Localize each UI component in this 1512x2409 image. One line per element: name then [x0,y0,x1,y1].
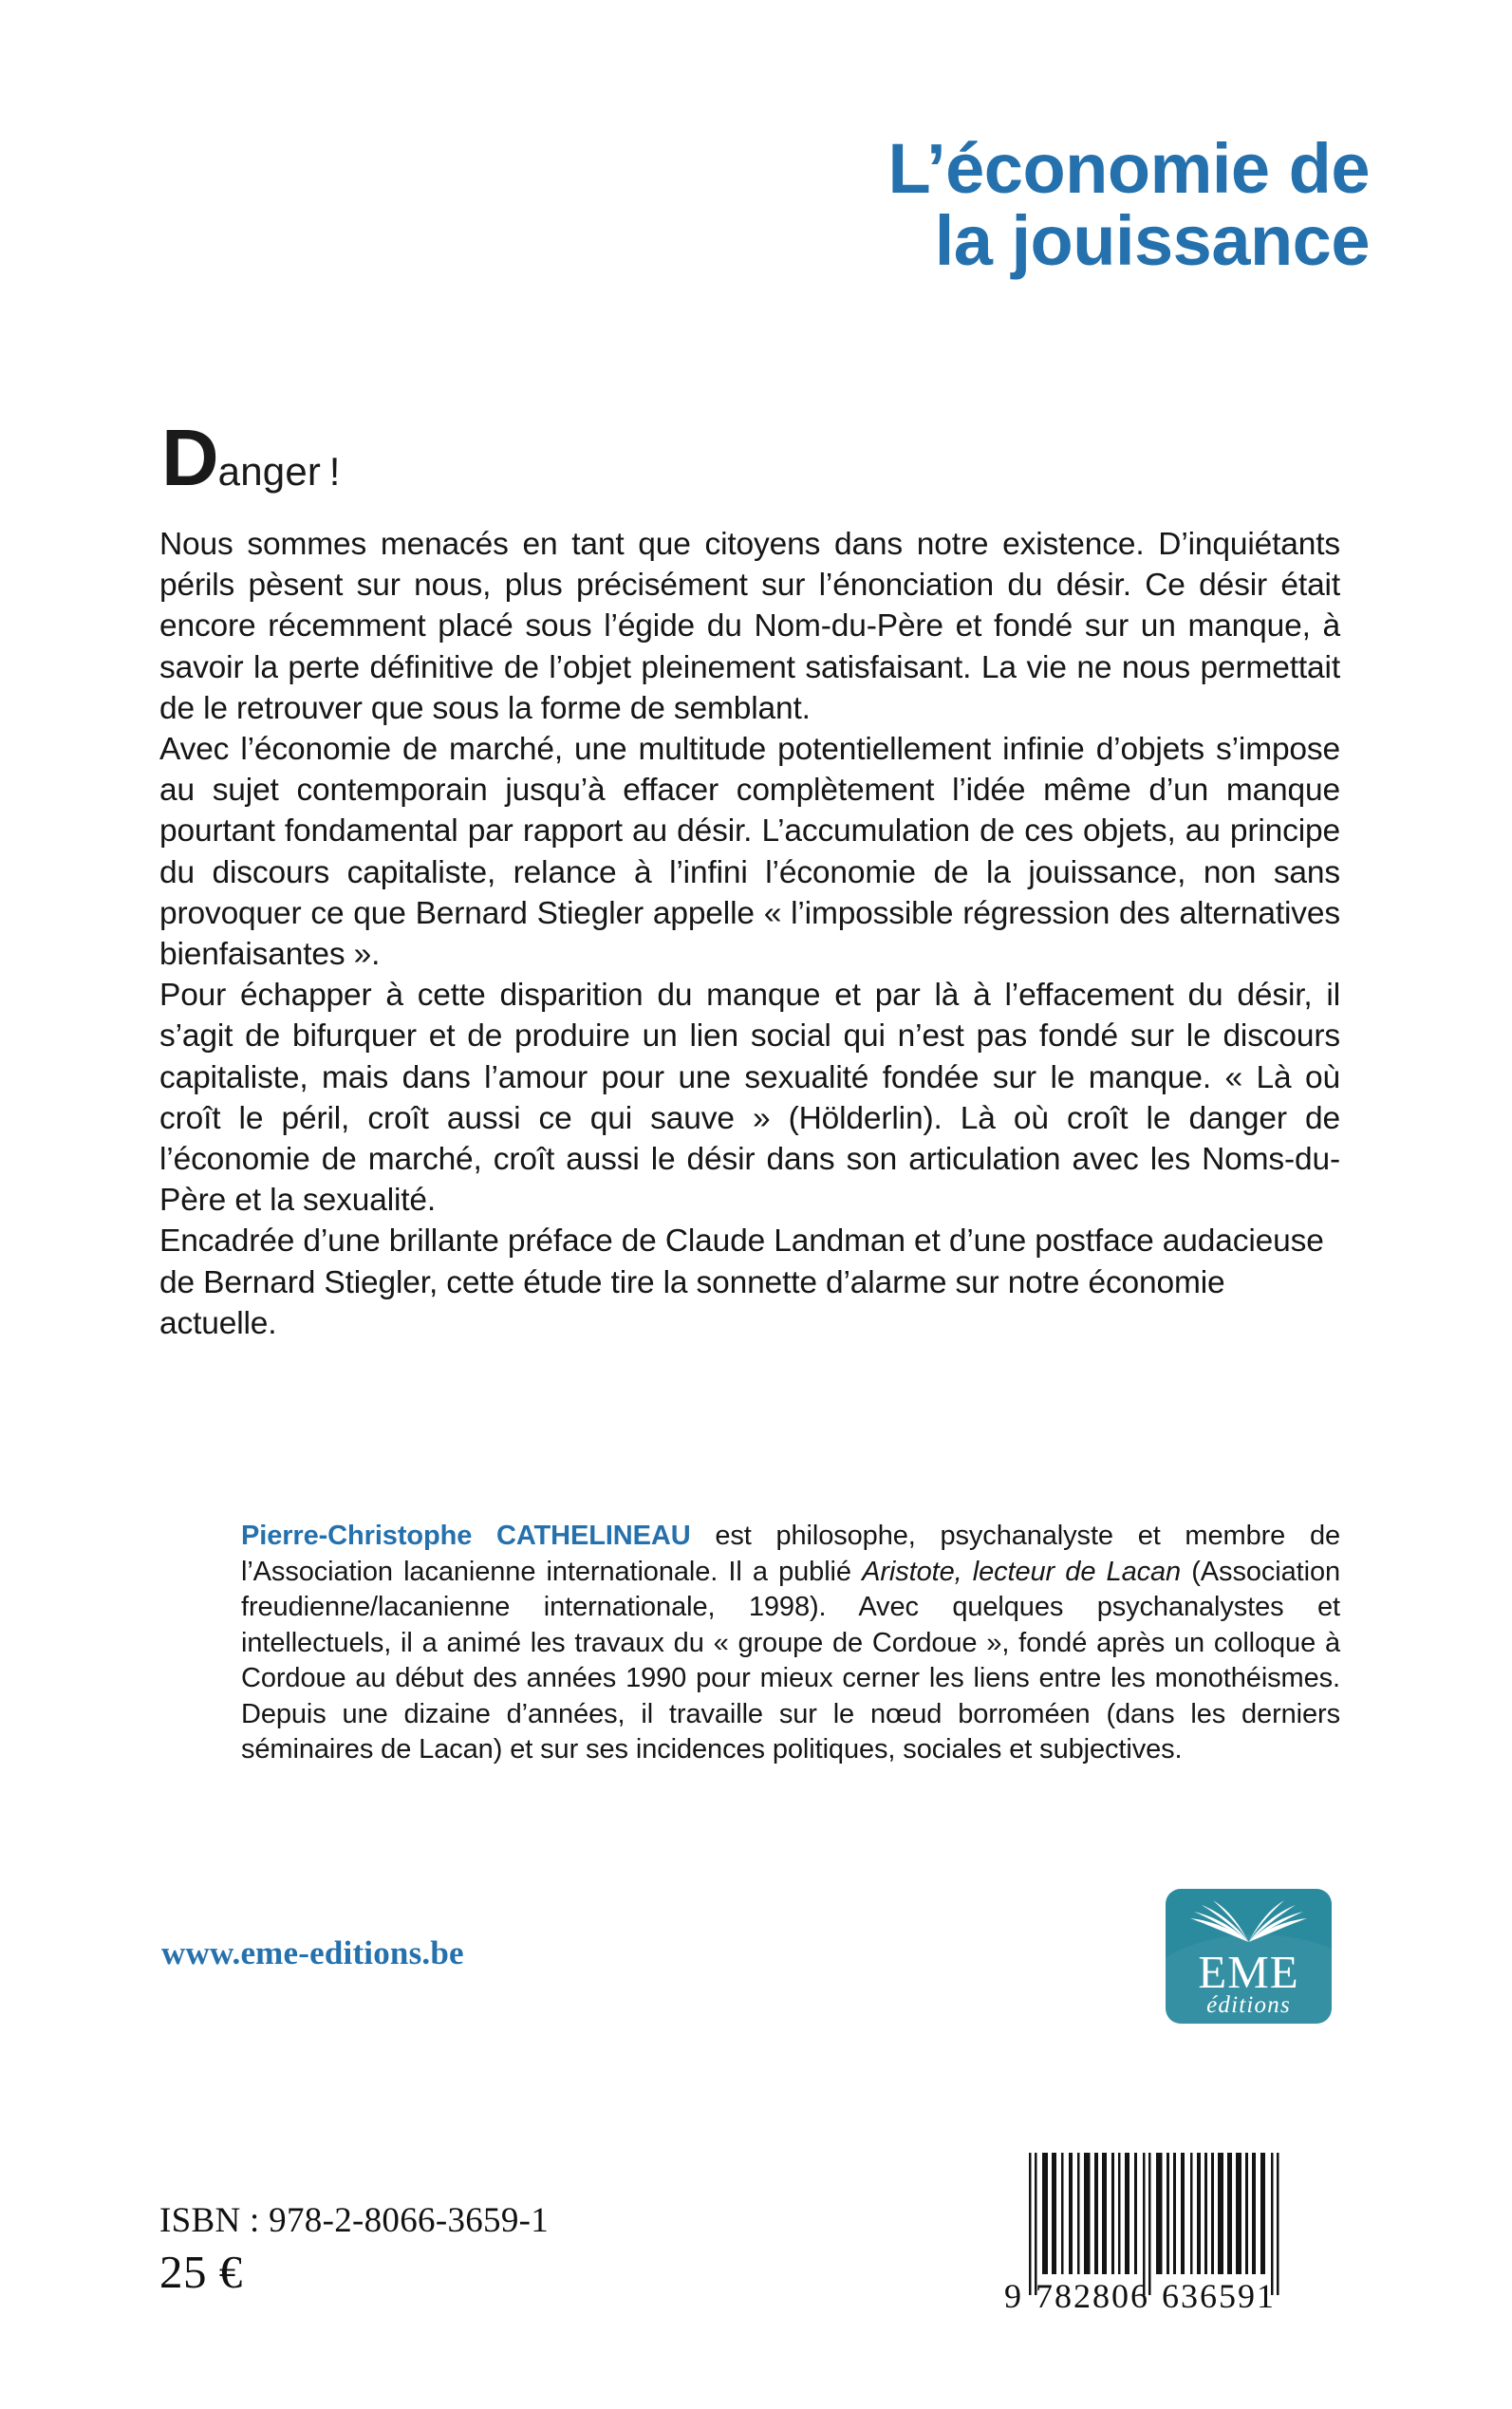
blurb-paragraph: Avec l’économie de marché, une multitude potentiellement infinie d’objets s’impose au sujet contemporain jusqu’à effacer complètement l’idée même d’un manque pourtant fondamental par rapport au désir. L’accumulation de ces objets, au principe du discours capitaliste, relance à l’infini l’économie de la jouissance, non sans provoquer ce que Bernard Stiegler appelle « l’impossible régression des alternatives bienfaisantes ». [159,732,1340,973]
barcode-group-right: 636591 [1162,2277,1276,2315]
logo-tagline: éditions [1206,1992,1291,2018]
ean13-barcode [1023,2153,1287,2295]
book-title-line-1: L’économie de [887,129,1370,208]
isbn-text: ISBN : 978-2-8066-3659-1 [159,2201,550,2240]
price-text: 25 € [159,2246,243,2298]
author-bio-part-2: (Association freudienne/lacanienne internationale, 1998). Avec quelques psychanalystes et intellectuels, il a animé les travaux du « groupe de Cordoue », fondé après un colloque à Cordoue au début des années 1990 pour mieux cerner les liens entre les monothéismes. Depuis une dizaine d’années, il travaille sur le nœud borroméen (dans les derniers séminaires de Lacan) et sur ses incidences politiques, sociales et subjectives. [241,1556,1341,1765]
logo-artwork [1166,1889,1332,2024]
publisher-website[interactable]: www.eme-editions.be [161,1934,464,1971]
logo-wordmark: EME [1198,1946,1299,1998]
barcode-digits [1004,2276,1308,2316]
author-bio-paragraph [241,1519,1340,1768]
barcode-bars [1023,2153,1287,2295]
open-book-icon [1190,1900,1307,1942]
author-name: Pierre-Christophe CATHELINEAU [241,1521,691,1551]
isbn-price-block [159,2200,549,2299]
blurb-paragraph: Encadrée d’une brillante préface de Claude Landman et d’une postface audacieuse de Bernard Stiegler, cette étude tire la sonnette d’alarme sur notre économie actuelle. [159,1223,1324,1341]
author-bio [241,1519,1340,1768]
blurb-text [159,524,1340,1344]
author-bio-part-1: est philosophe, psychanalyste et membre de l’Association lacanienne internationale. Il a publié [241,1521,1340,1587]
blurb-heading-dropcap: D [161,413,218,502]
book-title [114,129,1370,281]
barcode-group-left: 782806 [1036,2277,1149,2315]
eme-editions-logo [1166,1889,1332,2024]
blurb-heading-rest: anger ! [217,449,341,494]
blurb-heading [161,413,341,502]
book-title-line-2: la jouissance [934,201,1370,281]
blurb-paragraph: Pour échapper à cette disparition du manque et par là à l’effacement du désir, il s’agit de bifurquer et de produire un lien social qui n’est pas fondé sur le discours capitaliste, mais dans l’amour pour une sexualité fondée sur le manque. « Là où croît le péril, croît aussi ce qui sauve » (Hölderlin). Là où croît le danger de l’économie de marché, croît aussi le désir dans son articulation avec les Noms-du-Père et la sexualité. [159,978,1340,1219]
barcode-lead-digit: 9 [1004,2277,1023,2315]
author-work-title: Aristote, lecteur de Lacan [862,1556,1182,1587]
blurb-paragraph: Nous sommes menacés en tant que citoyens dans notre existence. D’inquiétants périls pèsent sur nous, plus précisément sur l’énonciation du désir. Ce désir était encore récemment placé sous l’égide du Nom-du-Père et fondé sur un manque, à savoir la perte définitive de l’objet pleinement satisfaisant. La vie ne nous permettait de le retrouver que sous la forme de semblant. [159,527,1340,726]
